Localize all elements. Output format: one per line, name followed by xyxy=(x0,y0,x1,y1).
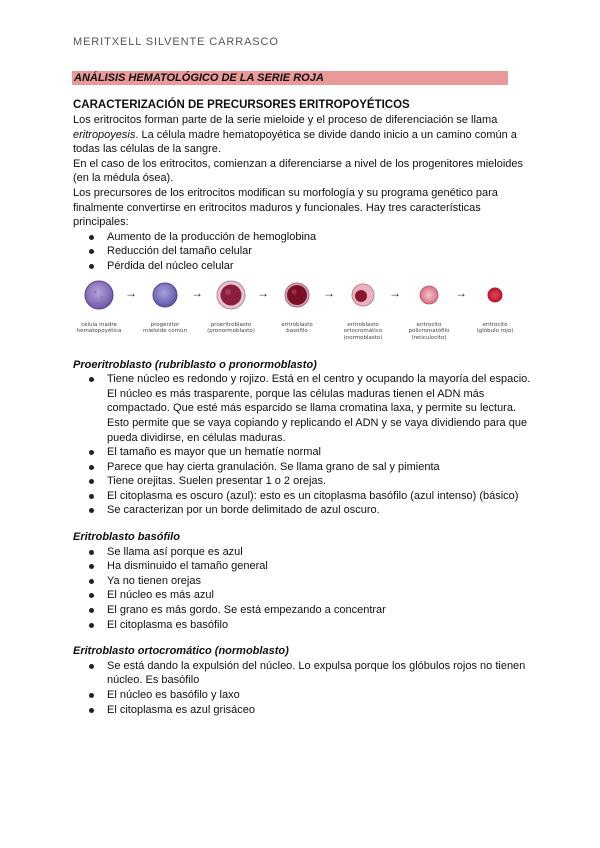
list-item xyxy=(73,230,533,245)
arrow-right-icon: → xyxy=(455,285,467,300)
bullet-icon xyxy=(89,693,94,698)
arrow-right-icon: → xyxy=(257,285,269,300)
intro-p1-text: Los eritrocitos forman parte de la serie mieloide y el proceso de diferenciación se llama xyxy=(73,114,498,126)
bullet-icon xyxy=(89,494,94,499)
spacer xyxy=(73,518,533,530)
figure-cell-stem xyxy=(67,278,131,335)
list-item-text: Pérdida del núcleo celular xyxy=(107,259,234,272)
list-item-text: Tiene orejitas. Suelen presentar 1 o 2 orejas. xyxy=(107,475,327,488)
intro-p1-italic: eritropoyesis xyxy=(73,128,136,141)
bullet-icon xyxy=(89,608,94,613)
document-body xyxy=(73,97,533,717)
list-item-text: El citoplasma es azul grisáceo xyxy=(107,703,255,716)
reticulocyte-icon xyxy=(412,278,446,312)
bullet-icon xyxy=(89,377,94,382)
list-item-text: El núcleo es basófilo y laxo xyxy=(107,689,240,701)
section-heading-orthochromatic: Eritroblasto ortocromático (normoblasto) xyxy=(73,645,289,658)
list-item-text: El citoplasma es oscuro (azul): esto es un citoplasma basófilo (azul intenso) (básico) xyxy=(107,489,519,502)
intro-p1-text-end: . La célula madre hematopoyética se divide dando inicio a un camino común a todas las células de la sangre. xyxy=(73,128,517,156)
arrow-right-icon: → xyxy=(389,285,401,300)
list-item xyxy=(73,474,533,489)
list-item xyxy=(73,659,533,688)
list-item-text: Se llama así porque es azul xyxy=(107,545,243,558)
list-item xyxy=(73,545,533,560)
bullet-icon xyxy=(89,450,94,455)
bullet-icon xyxy=(89,264,94,269)
cell-caption: progenitor xyxy=(150,321,180,328)
cell-caption: hematopoyética xyxy=(76,328,122,335)
bullet-icon xyxy=(89,579,94,584)
list-item xyxy=(73,372,533,445)
list-item-text: Aumento de la producción de hemoglobina xyxy=(107,230,317,243)
list-item-text: El tamaño es mayor que un hematíe normal xyxy=(107,446,322,459)
figure-cell-orthochromatic xyxy=(331,278,395,342)
list-item xyxy=(73,559,533,574)
intro-bullets xyxy=(73,230,533,274)
cell-caption: ortocromático xyxy=(343,328,383,335)
intro-heading: CARACTERIZACIÓN DE PRECURSORES ERITROPOYÉTICOS xyxy=(73,99,410,111)
erythrocyte-icon xyxy=(478,278,512,312)
list-item xyxy=(73,703,533,718)
bullet-icon xyxy=(89,479,94,484)
bullet-icon xyxy=(89,623,94,628)
list-item xyxy=(73,603,533,618)
cell-caption: basófilo xyxy=(286,328,308,335)
list-item-text: Ha disminuido el tamaño general xyxy=(107,560,268,573)
myeloid-progenitor-icon xyxy=(148,278,182,312)
banner-title: ANÁLISIS HEMATOLÓGICO DE LA SERIE ROJA xyxy=(74,72,324,84)
list-item xyxy=(73,588,533,603)
list-item xyxy=(73,445,533,460)
list-item-text: El grano es más gordo. Se está empezando a concentrar xyxy=(107,604,386,617)
cell-caption: eritroblasto xyxy=(281,321,313,328)
bullet-icon xyxy=(89,593,94,598)
list-item xyxy=(73,688,533,703)
title-banner xyxy=(72,71,508,85)
cell-caption: (normoblasto) xyxy=(343,334,383,341)
bullet-icon xyxy=(89,564,94,569)
bullet-icon xyxy=(89,664,94,669)
cell-caption: policromatófilo xyxy=(408,328,450,335)
cell-caption: célula madre xyxy=(81,321,117,328)
intro-paragraph-3: Los precursores de los eritrocitos modifican su morfología y su programa genético para finalmente convertirse en eritrocitos maduros y funcionales. Hay tres características principales: xyxy=(73,186,498,229)
cell-caption: proeritroblasto xyxy=(210,321,252,328)
section1-bullets xyxy=(73,372,533,518)
list-item xyxy=(73,618,533,633)
list-item xyxy=(73,259,533,274)
list-item-text: El núcleo es más azul xyxy=(107,589,214,602)
intro-paragraph-1 xyxy=(73,113,533,157)
section3-bullets xyxy=(73,659,533,717)
list-item xyxy=(73,503,533,518)
section2-bullets xyxy=(73,545,533,633)
list-item-text: Se está dando la expulsión del núcleo. Lo expulsa porque los glóbulos rojos no tienen núcleo. Es basófilo xyxy=(107,659,526,687)
list-item-text: Tiene núcleo es redondo y rojizo. Está en el centro y ocupando la mayoría del espacio. El núcleo es más trasparente, porque las células maduras tienen el ADN más compactado. Que esté más esparcido se llama cromatina laxa, y permite su lectura. Esto permite que se vaya copiando y replicando el ADN y se vaya dividiendo para que pueda dividirse, en células maduras. xyxy=(107,373,531,444)
cell-caption: eritrocito xyxy=(482,321,508,328)
cell-caption: (glóbulo rojo) xyxy=(476,328,514,335)
bullet-icon xyxy=(89,249,94,254)
cell-caption: eritroblasto xyxy=(347,321,379,328)
intro-paragraph-2: En el caso de los eritrocitos, comienzan a diferenciarse a nivel de los progenitores mieloides (en la médula ósea). xyxy=(73,157,524,185)
figure-cell-erythrocyte xyxy=(463,278,527,335)
figure-cell-progenitor xyxy=(133,278,197,335)
bullet-icon xyxy=(89,465,94,470)
author-name: MERITXELL SILVENTE CARRASCO xyxy=(73,36,279,48)
proerythroblast-icon xyxy=(214,278,248,312)
list-item-text: Se caracterizan por un borde delimitado de azul oscuro. xyxy=(107,504,380,517)
bullet-icon xyxy=(89,708,94,713)
list-item-text: El citoplasma es basófilo xyxy=(107,618,229,631)
cell-caption: eritrocito xyxy=(416,321,442,328)
stem-cell-icon xyxy=(82,278,116,312)
bullet-icon xyxy=(89,508,94,513)
spacer xyxy=(73,632,533,644)
arrow-right-icon: → xyxy=(323,285,335,300)
list-item xyxy=(73,489,533,504)
cell-caption: (pronormoblasto) xyxy=(207,328,255,335)
list-item xyxy=(73,460,533,475)
section-heading-proerythroblast: Proeritroblasto (rubriblasto o pronormoblasto) xyxy=(73,358,317,371)
erythropoiesis-figure xyxy=(67,278,527,352)
list-item-text: Ya no tienen orejas xyxy=(107,574,201,587)
arrow-right-icon: → xyxy=(125,285,137,300)
bullet-icon xyxy=(89,550,94,555)
basophilic-erythroblast-icon xyxy=(280,278,314,312)
figure-cell-basophilic xyxy=(265,278,329,335)
cell-caption: (reticulocito) xyxy=(411,334,447,341)
list-item-text: Parece que hay cierta granulación. Se llama grano de sal y pimienta xyxy=(107,460,440,473)
list-item xyxy=(73,244,533,259)
bullet-icon xyxy=(89,235,94,240)
arrow-right-icon: → xyxy=(191,285,203,300)
cell-caption: mieloide común xyxy=(142,328,188,335)
section-heading-basophilic: Eritroblasto basófilo xyxy=(73,531,180,544)
list-item-text: Reducción del tamaño celular xyxy=(107,245,252,258)
figure-cell-reticulocyte xyxy=(397,278,461,342)
orthochromatic-erythroblast-icon xyxy=(346,278,380,312)
list-item xyxy=(73,574,533,589)
figure-cell-proerythroblast xyxy=(199,278,263,335)
